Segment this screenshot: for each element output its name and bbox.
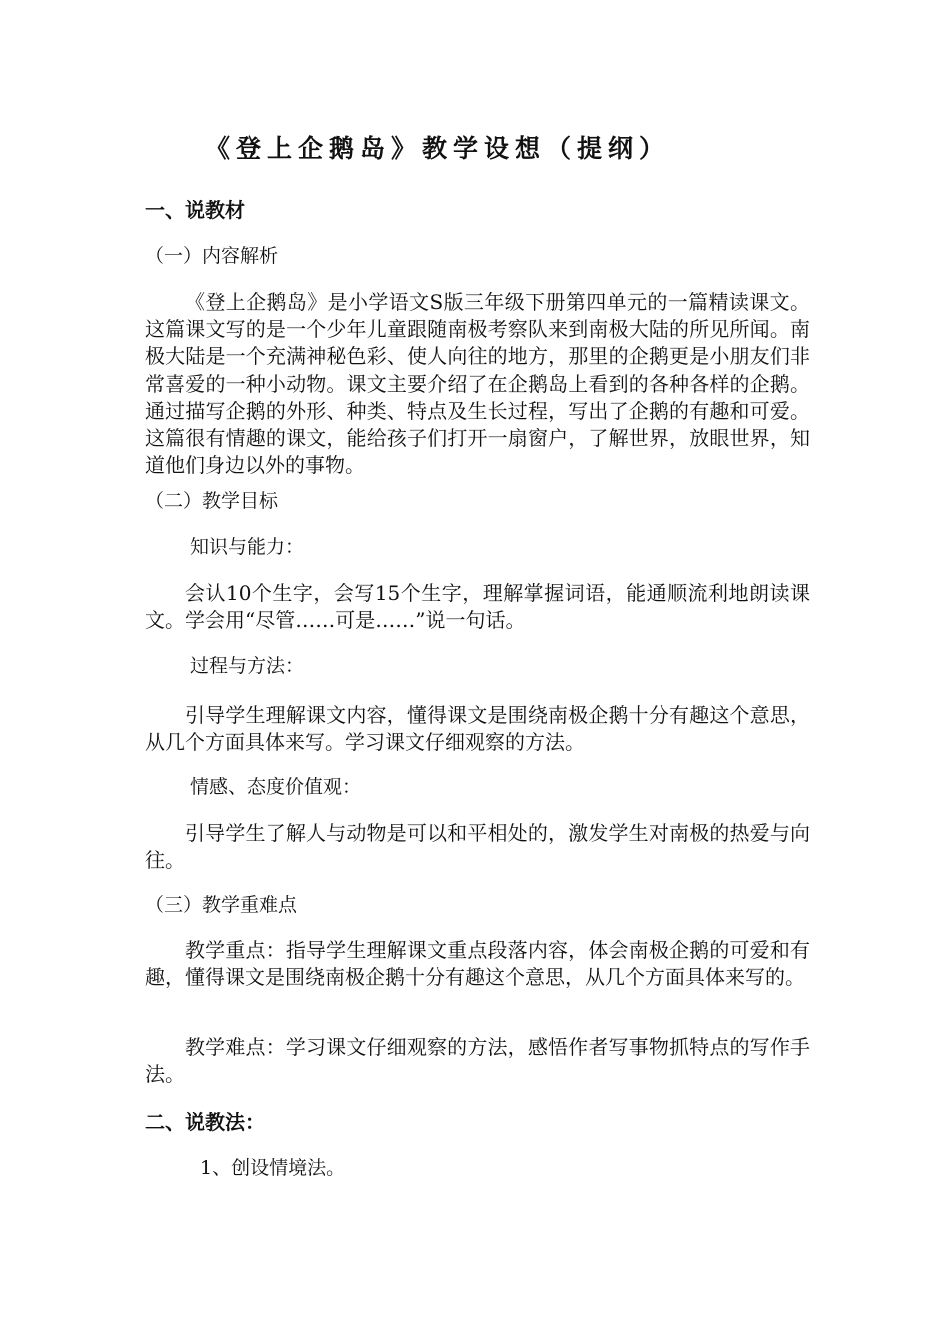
subheading-content-analysis: （一）内容解析 (145, 245, 279, 267)
key-point-text: 教学重点：指导学生理解课文重点段落内容，体会南极企鹅的可爱和有趣，懂得课文是围绕南极企鹅十分有趣这个意思，从几个方面具体来写的。 (145, 938, 810, 990)
content-analysis-paragraph: 《登上企鹅岛》是小学语文S版三年级下册第四单元的一篇精读课文。这篇课文写的是一个少年儿童跟随南极考察队来到南极大陆的所见所闻。南极大陆是一个充满神秘色彩、使人向往的地方，那里的企鹅更是小朋友们非常喜爱的一种小动物。课文主要介绍了在企鹅岛上看到的各种各样的企鹅。通过描写企鹅的外形、种类、特点及生长过程，写出了企鹅的有趣和可爱。这篇很有情趣的课文，能给孩子们打开一扇窗户，了解世界，放眼世界，知道他们身边以外的事物。 (145, 290, 810, 478)
subheading-teaching-goals: （二）教学目标 (145, 490, 279, 512)
goal-process-method-text: 引导学生理解课文内容，懂得课文是围绕南极企鹅十分有趣这个意思，从几个方面具体来写。学习课文仔细观察的方法。 (145, 703, 810, 755)
difficult-point-text: 教学难点：学习课文仔细观察的方法，感悟作者写事物抓特点的写作手法。 (145, 1035, 810, 1087)
goal-knowledge-ability-text: 会认10个生字，会写15个生字，理解掌握词语，能通顺流利地朗读课文。学会用“尽管……可是……”说一句话。 (145, 581, 810, 633)
section-heading-teaching-methods: 二、说教法： (145, 1110, 265, 1134)
document-title: 《登上企鹅岛》教学设想（提纲） (205, 134, 671, 163)
section-heading-teaching-material: 一、说教材 (145, 198, 245, 222)
goal-knowledge-ability-label: 知识与能力： (190, 536, 305, 558)
goal-emotion-values-label: 情感、态度价值观： (190, 776, 362, 798)
goal-emotion-values-text: 引导学生了解人与动物是可以和平相处的，激发学生对南极的热爱与向往。 (145, 821, 810, 873)
subheading-key-difficult-points: （三）教学重难点 (145, 894, 298, 916)
teaching-method-item: 1、创设情境法。 (200, 1157, 346, 1179)
goal-process-method-label: 过程与方法： (190, 655, 305, 677)
